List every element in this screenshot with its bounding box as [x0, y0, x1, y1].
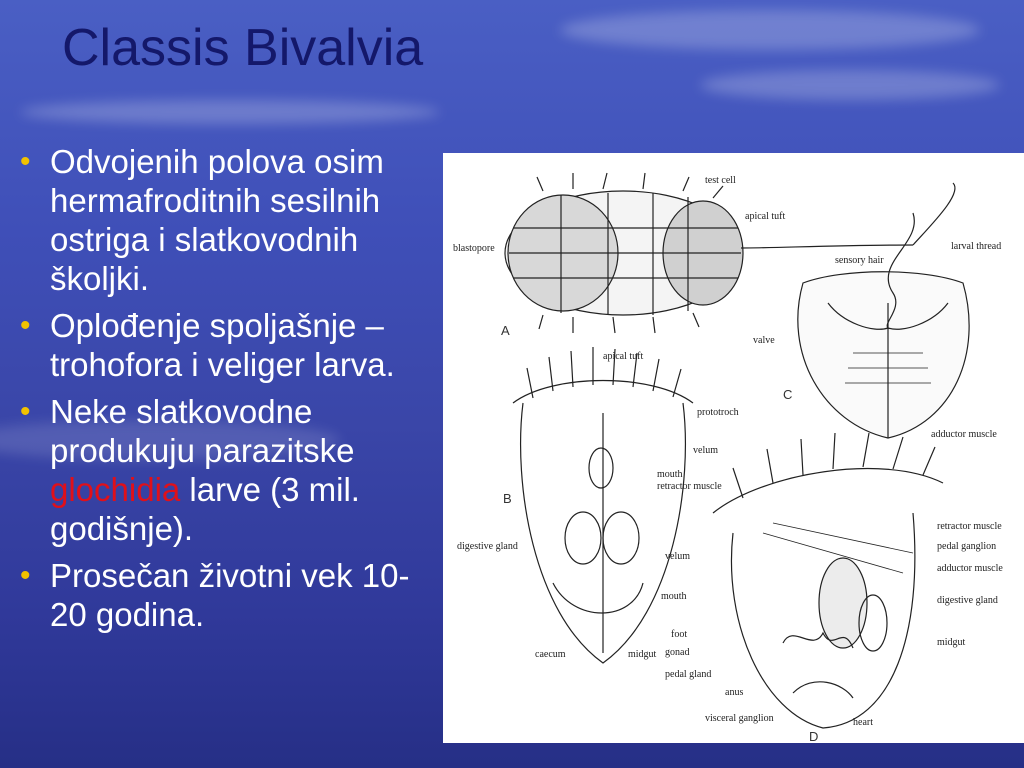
highlighted-term: glochidia — [50, 471, 181, 508]
label-apical-tuft-a: apical tuft — [745, 211, 786, 222]
label-mouth-b: mouth — [657, 469, 683, 480]
label-midgut-d: midgut — [937, 637, 966, 648]
label-anus: anus — [725, 687, 744, 698]
bullet-item — [14, 306, 434, 384]
bullet-dot-icon: • — [20, 559, 31, 592]
bullet-dot-icon: • — [20, 309, 31, 342]
label-retractor-muscle-d: retractor muscle — [937, 521, 1002, 532]
label-apical-tuft-b: apical tuft — [603, 351, 644, 362]
label-adductor-muscle-c: adductor muscle — [931, 429, 997, 440]
label-sensory-hair: sensory hair — [835, 255, 884, 266]
larvae-illustration — [443, 153, 1024, 743]
panel-label-b: B — [503, 491, 512, 506]
cloud-streak — [560, 10, 980, 50]
bullet-text: Prosečan životni vek 10-20 godina. — [50, 557, 410, 633]
label-digestive-gland-d: digestive gland — [937, 595, 998, 606]
label-retractor-muscle-b: retractor muscle — [657, 481, 722, 492]
label-pedal-gland: pedal gland — [665, 669, 712, 680]
bullet-text: Oplođenje spoljašnje – trohofora i veliger larva. — [50, 307, 395, 383]
bullet-text: Odvojenih polova osim hermafroditnih sesilnih ostriga i slatkovodnih školjki. — [50, 143, 384, 297]
label-test-cell: test cell — [705, 175, 736, 186]
label-adductor-muscle-d: adductor muscle — [937, 563, 1003, 574]
panel-label-c: C — [783, 387, 793, 402]
bullet-list — [14, 142, 434, 642]
label-digestive-gland-b: digestive gland — [457, 541, 518, 552]
cloud-streak — [700, 70, 1000, 100]
label-mouth-d: mouth — [661, 591, 687, 602]
label-blastopore: blastopore — [453, 243, 495, 254]
label-velum-d: velum — [665, 551, 690, 562]
label-pedal-ganglion: pedal ganglion — [937, 541, 997, 552]
label-heart: heart — [853, 717, 873, 728]
slide-title: Classis Bivalvia — [62, 19, 424, 77]
bullet-text-before: Neke slatkovodne produkuju parazitske — [50, 393, 355, 469]
label-prototroch: prototroch — [697, 407, 739, 418]
bullet-dot-icon: • — [20, 145, 31, 178]
bullet-item — [14, 392, 434, 548]
cloud-streak — [20, 100, 440, 124]
panel-label-d: D — [809, 729, 819, 743]
label-velum-b: velum — [693, 445, 718, 456]
bivalve-larvae-figure — [443, 153, 1024, 743]
bullet-text-after: larve (3 mil. godišnje). — [50, 471, 360, 547]
label-gonad: gonad — [665, 647, 690, 658]
panel-label-a: A — [501, 323, 510, 338]
bullet-dot-icon: • — [20, 395, 31, 428]
label-midgut-b: midgut — [628, 649, 657, 660]
bullet-item — [14, 142, 434, 298]
panel-d-drawing — [713, 433, 943, 728]
label-visceral-ganglion: visceral ganglion — [705, 713, 774, 724]
label-foot: foot — [671, 629, 688, 640]
label-caecum: caecum — [535, 649, 566, 660]
bullet-item — [14, 556, 434, 634]
panel-b-drawing — [513, 347, 693, 663]
label-larval-thread: larval thread — [951, 241, 1002, 252]
label-valve: valve — [753, 335, 775, 346]
